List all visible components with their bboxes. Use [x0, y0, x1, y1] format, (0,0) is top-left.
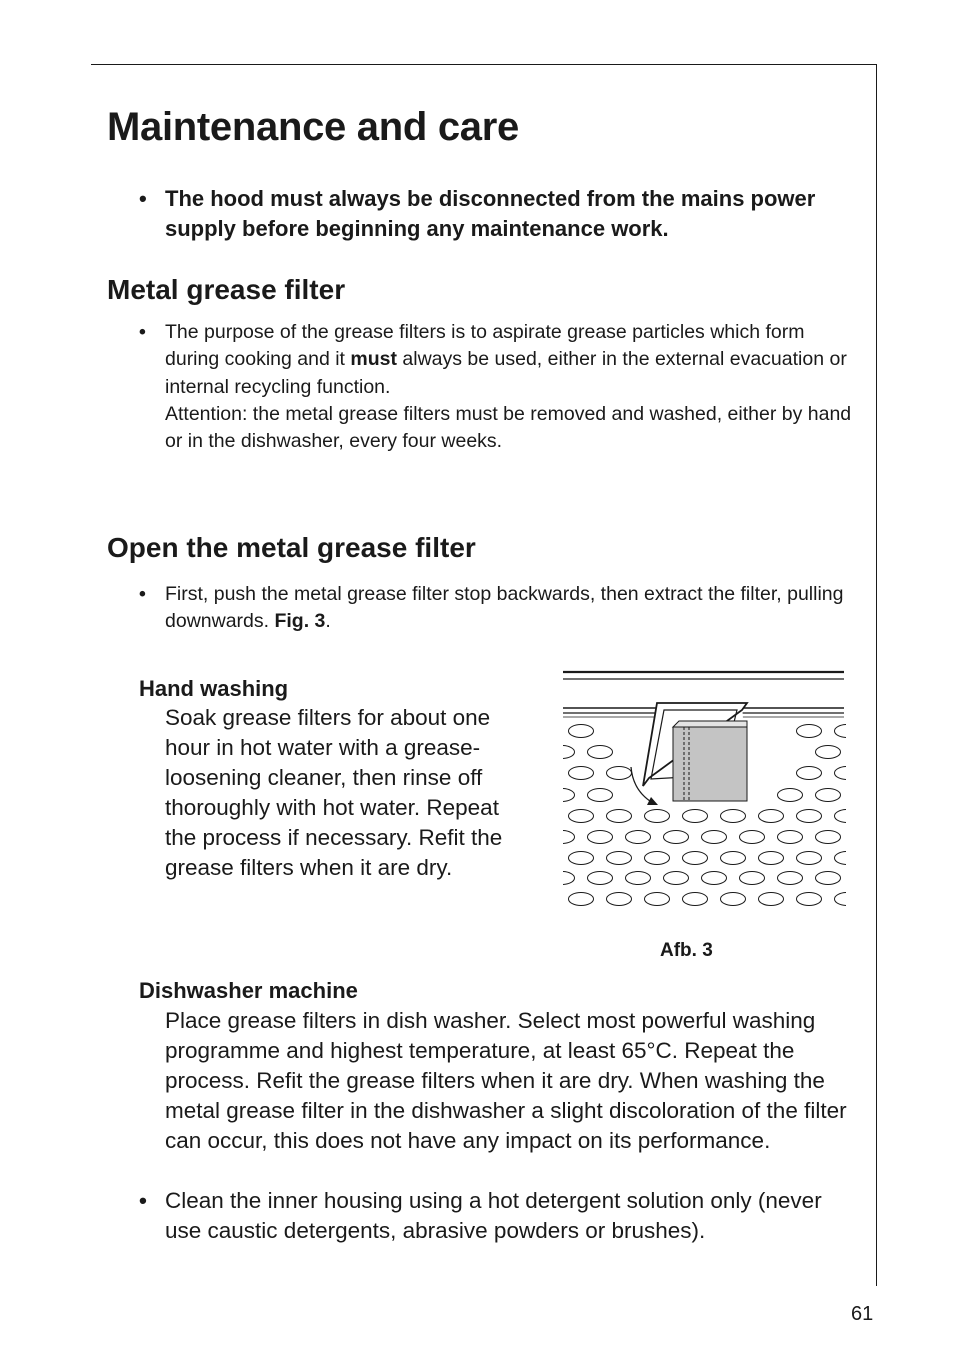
- bullet-marker: •: [139, 186, 147, 211]
- purpose-text-start: The purpose of the grease filters is to aspirate grease particles which form during cooking and it: [165, 321, 805, 371]
- grease-filter-figure: [561, 665, 846, 910]
- filter-hole: [588, 746, 613, 759]
- purpose-bold-word: must: [350, 348, 397, 371]
- filter-hole: [664, 872, 689, 885]
- filter-hole: [645, 810, 670, 823]
- warning-text: The hood must always be disconnected from the mains power supply before beginning any maintenance work.: [165, 186, 816, 241]
- right-rule: [876, 64, 877, 1286]
- filter-hole: [740, 831, 765, 844]
- filter-hole: [607, 810, 632, 823]
- filter-hole: [835, 810, 847, 823]
- hand-washing-heading: Hand washing: [139, 676, 289, 701]
- filter-hole: [721, 893, 746, 906]
- filter-hole: [797, 893, 822, 906]
- figure-caption: Afb. 3: [660, 940, 713, 961]
- filter-hole: [588, 872, 613, 885]
- open-filter-period: .: [325, 610, 331, 633]
- top-rule: [91, 64, 877, 65]
- filter-hole: [569, 852, 594, 865]
- section-heading-open-filter: Open the metal grease filter: [107, 532, 476, 563]
- filter-hole: [683, 810, 708, 823]
- filter-hole: [664, 831, 689, 844]
- purpose-text-end: always be used, either in the external evacuation or internal recycling function.: [165, 348, 847, 398]
- filter-hole: [645, 893, 670, 906]
- hand-washing-text: Soak grease filters for about one hour in hot water with a grease-loosening cleaner, then rinse off thoroughly with hot water. Repeat the process if necessary. Refit the grease filters when it are dry.: [165, 705, 503, 880]
- filter-hole: [588, 789, 613, 802]
- filter-hole: [561, 872, 575, 885]
- section-heading-metal-grease-filter: Metal grease filter: [107, 274, 346, 305]
- filter-hole: [561, 746, 575, 759]
- filter-hole: [626, 831, 651, 844]
- filter-hole: [816, 789, 841, 802]
- filter-hole: [797, 810, 822, 823]
- filter-hole: [607, 767, 632, 780]
- open-filter-instruction: First, push the metal grease filter stop backwards, then extract the filter, pulling downwards.: [165, 583, 844, 633]
- filter-hole: [835, 767, 847, 780]
- filter-hole: [759, 852, 784, 865]
- grease-filter-text: [165, 319, 855, 455]
- filter-hole: [740, 872, 765, 885]
- dishwasher-heading: Dishwasher machine: [139, 978, 358, 1003]
- grease-filter-panel: [643, 703, 747, 803]
- filter-hole: [569, 810, 594, 823]
- filter-hole: [561, 789, 575, 802]
- filter-hole: [778, 789, 803, 802]
- filter-hole: [588, 831, 613, 844]
- filter-hole: [778, 872, 803, 885]
- filter-hole: [721, 852, 746, 865]
- filter-hole: [721, 810, 746, 823]
- filter-hole: [702, 831, 727, 844]
- filter-hole: [607, 852, 632, 865]
- filter-hole: [561, 831, 575, 844]
- figure-reference: Fig. 3: [274, 610, 326, 633]
- page-title: Maintenance and care: [107, 105, 519, 149]
- filter-hole: [607, 893, 632, 906]
- filter-hole: [797, 767, 822, 780]
- open-filter-text: [165, 581, 855, 636]
- bullet-marker: •: [139, 321, 146, 343]
- filter-hole: [683, 852, 708, 865]
- filter-hole: [683, 893, 708, 906]
- filter-hole: [759, 810, 784, 823]
- dishwasher-text: Place grease filters in dish washer. Select most powerful washing programme and highest temperature, at least 65°C. Repeat the process. Refit the grease filters when it are dry. When washing the metal grease filter in the dishwasher a slight discoloration of the filter can occur, this does not have any impact on its performance.: [165, 1008, 847, 1153]
- filter-hole: [569, 767, 594, 780]
- filter-hole: [645, 852, 670, 865]
- filter-hole: [816, 746, 841, 759]
- bullet-marker: •: [139, 583, 146, 605]
- attention-text: Attention: the metal grease filters must be removed and washed, either by hand or in the dishwasher, every four weeks.: [165, 402, 852, 453]
- filter-hole: [797, 725, 822, 738]
- filter-hole: [835, 893, 847, 906]
- filter-hole: [816, 872, 841, 885]
- filter-hole: [835, 852, 847, 865]
- filter-hole: [702, 872, 727, 885]
- filter-hole: [759, 893, 784, 906]
- filter-hole: [626, 872, 651, 885]
- filter-hole: [569, 893, 594, 906]
- housing-text: Clean the inner housing using a hot detergent solution only (never use caustic detergents, abrasive powders or brushes).: [165, 1188, 822, 1243]
- filter-hole: [569, 725, 594, 738]
- filter-hole: [778, 831, 803, 844]
- filter-hole: [835, 725, 847, 738]
- bullet-marker: •: [139, 1188, 147, 1213]
- filter-hole: [797, 852, 822, 865]
- filter-hole: [816, 831, 841, 844]
- page-number: 61: [851, 1303, 874, 1325]
